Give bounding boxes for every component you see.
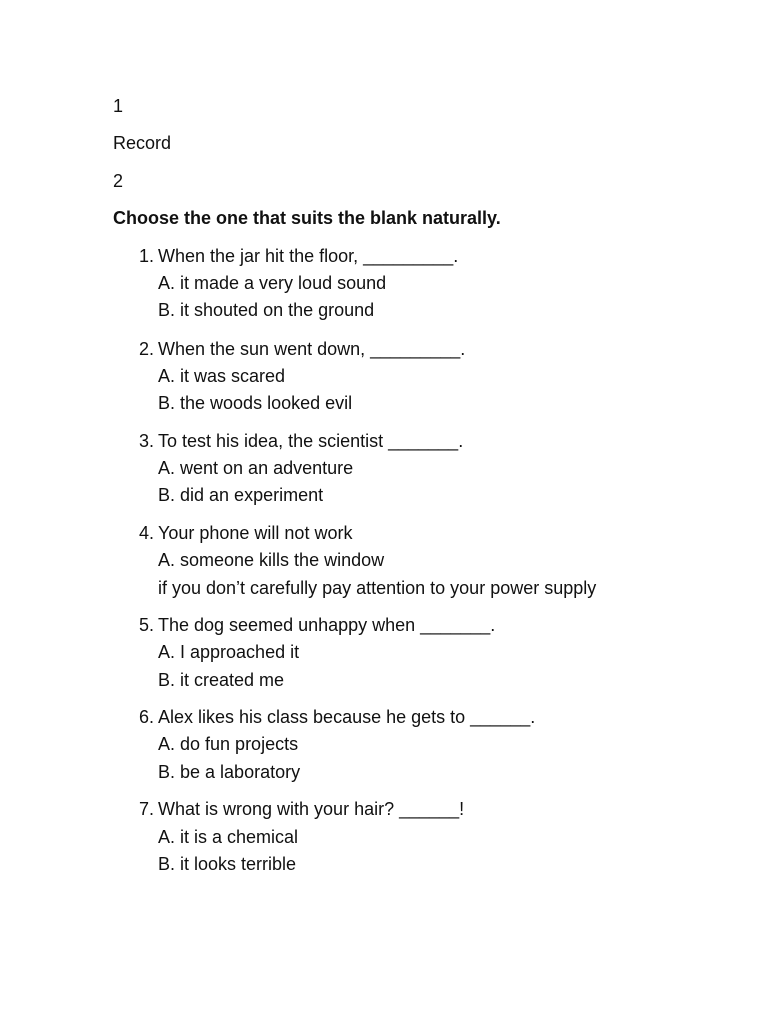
header-line-3: 2 xyxy=(113,171,124,191)
header-line-2: Record xyxy=(113,133,172,153)
question-7-option-a: A. it is a chemical xyxy=(158,827,299,847)
question-1-prompt: When the jar hit the floor, _________. xyxy=(158,246,459,266)
question-2-number: 2. xyxy=(138,339,154,359)
question-1-number: 1. xyxy=(138,246,154,266)
question-3-option-a: A. went on an adventure xyxy=(158,458,354,478)
question-2-option-a: A. it was scared xyxy=(158,366,286,386)
question-6-option-b: B. be a laboratory xyxy=(158,762,301,782)
question-2-prompt: When the sun went down, _________. xyxy=(158,339,466,359)
question-2-option-b: B. the woods looked evil xyxy=(158,393,353,413)
question-6-number: 6. xyxy=(138,707,154,727)
question-7-prompt: What is wrong with your hair? ______! xyxy=(158,799,465,819)
question-6-prompt: Alex likes his class because he gets to ______. xyxy=(158,707,536,727)
question-1-option-a: A. it made a very loud sound xyxy=(158,273,387,293)
question-3-option-b: B. did an experiment xyxy=(158,485,324,505)
question-7-number: 7. xyxy=(138,799,154,819)
question-4-number: 4. xyxy=(138,523,154,543)
header-line-1: 1 xyxy=(113,96,124,116)
question-6-option-a: A. do fun projects xyxy=(158,734,299,754)
question-3-number: 3. xyxy=(138,431,154,451)
instructions-heading: Choose the one that suits the blank naturally. xyxy=(113,208,501,228)
question-4-option-b: if you don’t carefully pay attention to your power supply xyxy=(158,578,597,598)
question-5-option-a: A. I approached it xyxy=(158,642,300,662)
question-7-option-b: B. it looks terrible xyxy=(158,854,297,874)
question-5-prompt: The dog seemed unhappy when _______. xyxy=(158,615,496,635)
question-5-number: 5. xyxy=(138,615,154,635)
question-4-prompt: Your phone will not work xyxy=(158,523,353,543)
question-5-option-b: B. it created me xyxy=(158,670,285,690)
question-1-option-b: B. it shouted on the ground xyxy=(158,300,375,320)
question-4-option-a: A. someone kills the window xyxy=(158,550,385,570)
question-3-prompt: To test his idea, the scientist _______. xyxy=(158,431,464,451)
